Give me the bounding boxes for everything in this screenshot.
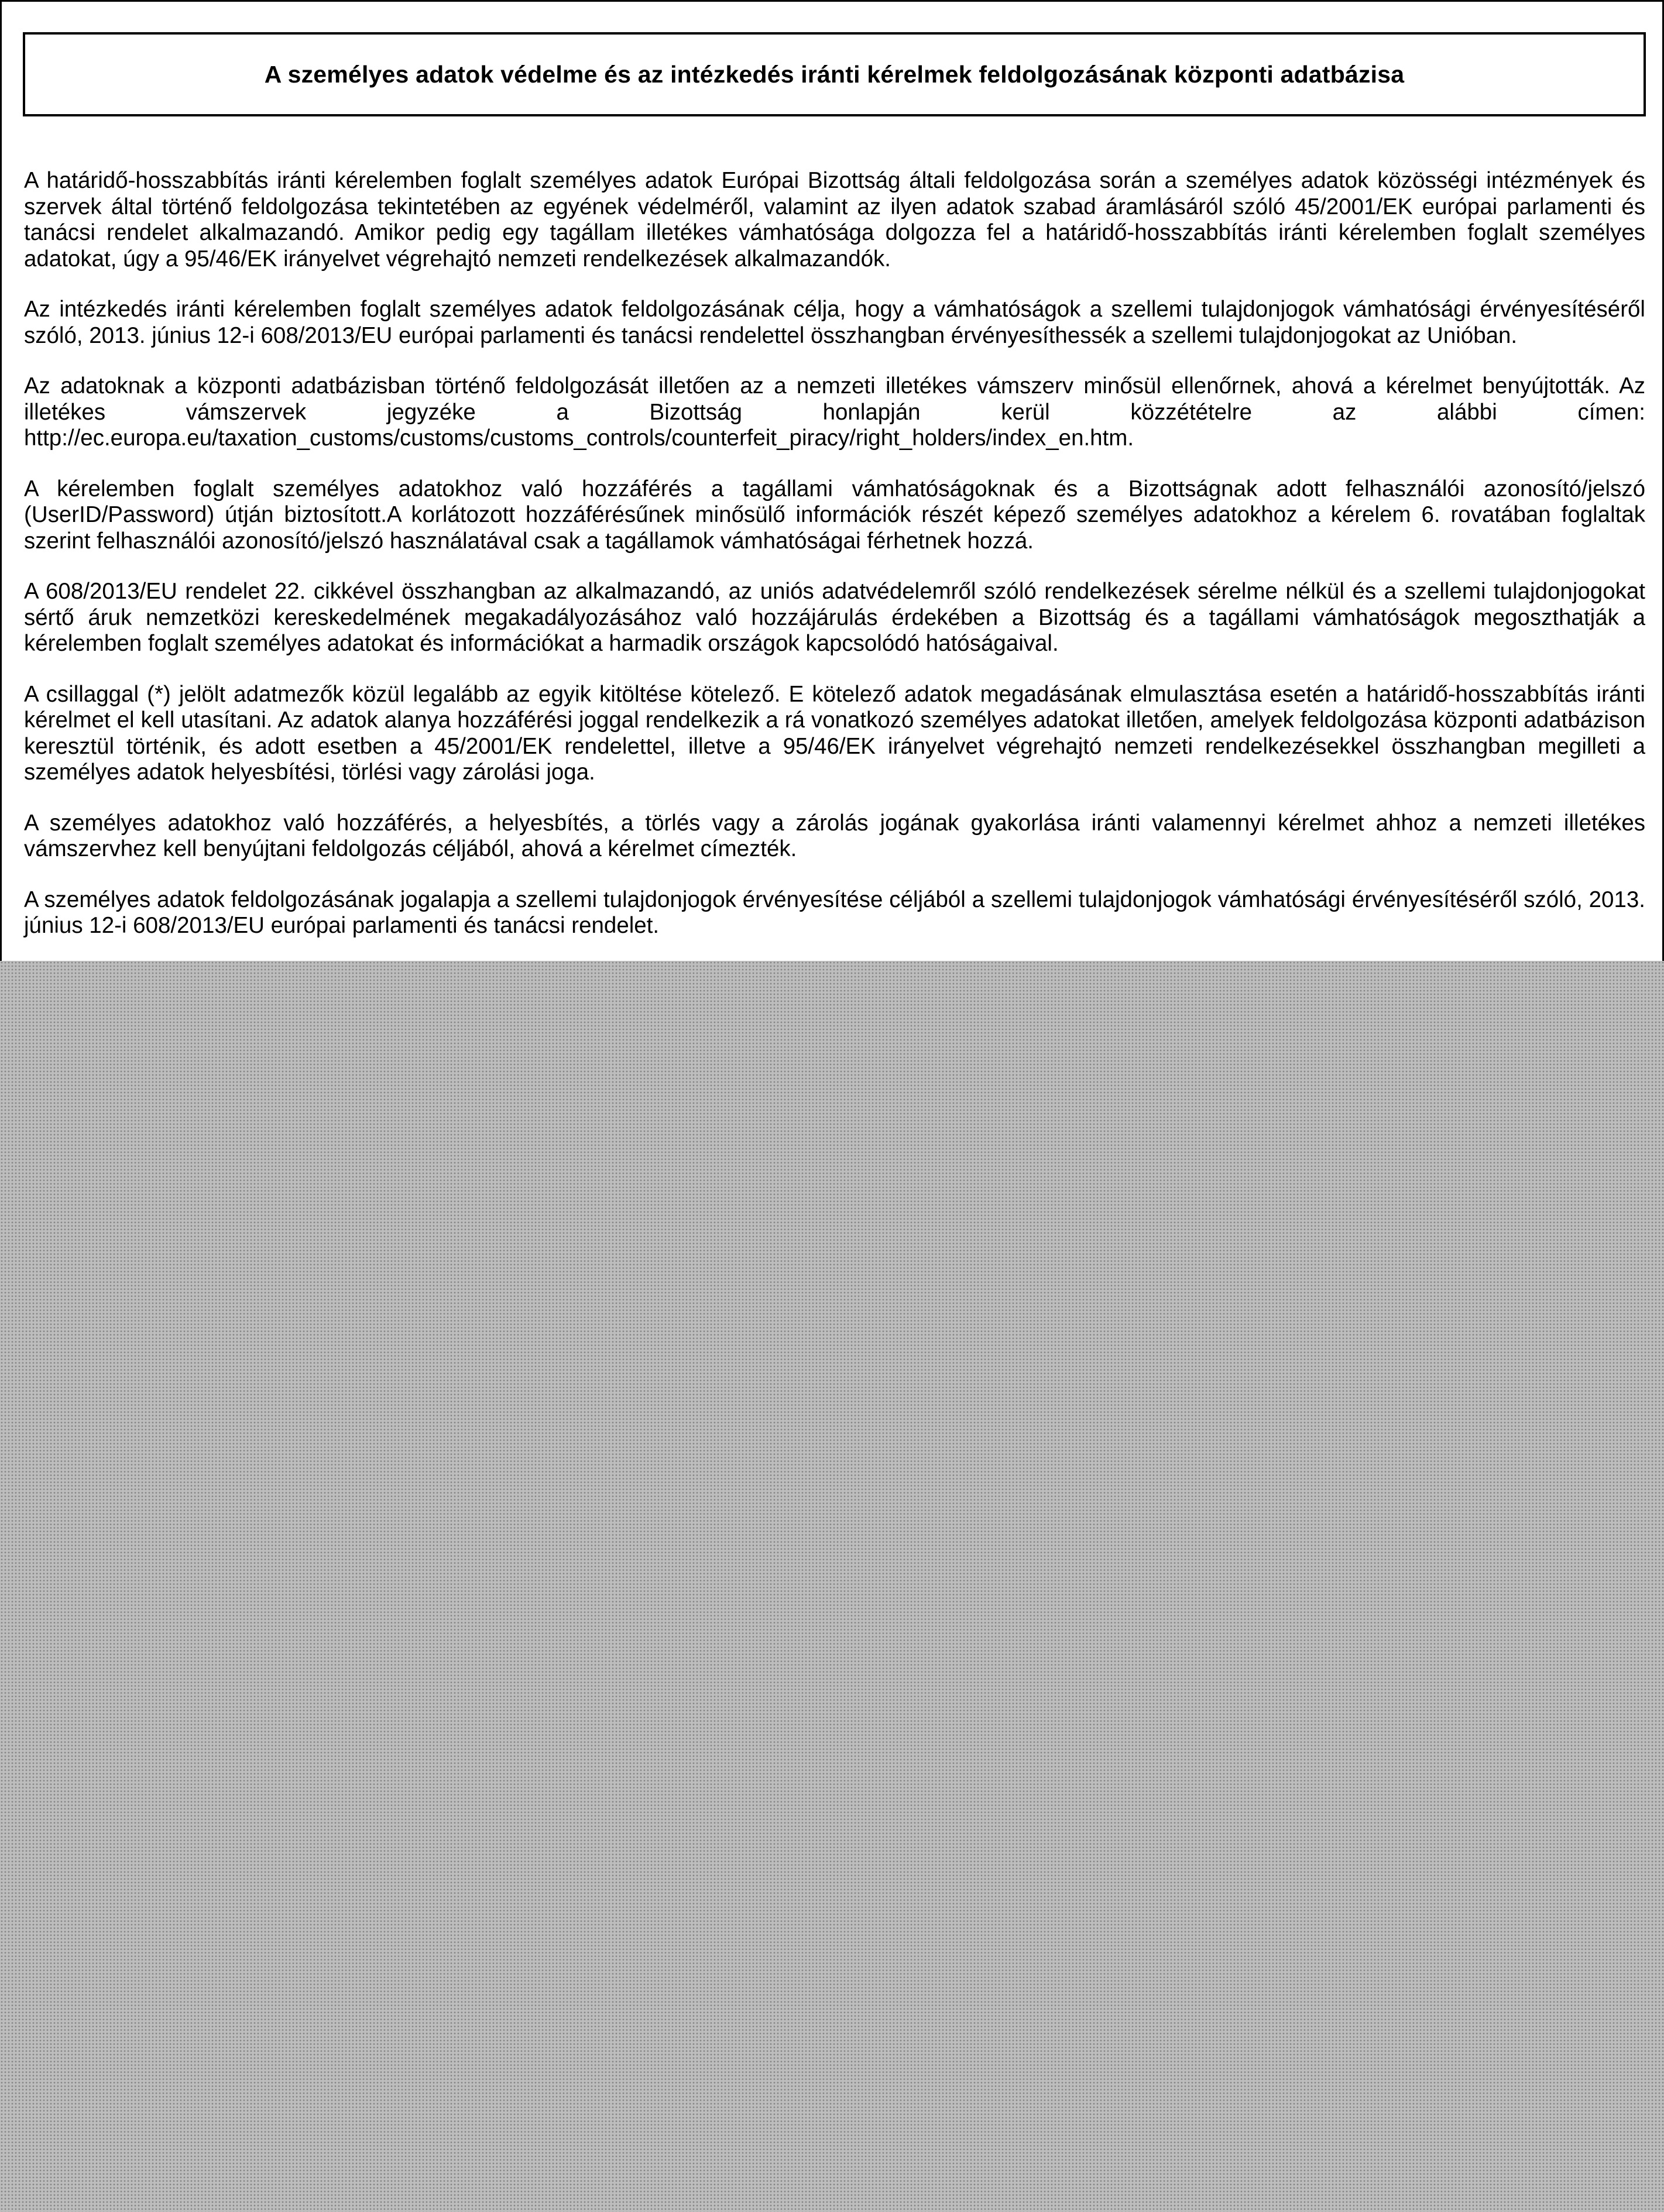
paragraph: A személyes adatokhoz való hozzáférés, a helyesbítés, a törlés vagy a zárolás jogának gyakorlása iránti valamennyi kérelmet ahhoz a nemzeti illetékes vámszervhez kell benyújtani feldolgozás céljából, ahová a kérelmet címezték. [24, 810, 1645, 861]
paragraph: A 608/2013/EU rendelet 22. cikkével összhangban az alkalmazandó, az uniós adatvédelemről szóló rendelkezések sérelme nélkül és a szellemi tulajdonjogokat sértő áruk nemzetközi kereskedelmének megakadályozásához való hozzájárulás érdekében a Bizottság és a tagállami vámhatóságok megoszthatják a kérelemben foglalt személyes adatokat és információkat a harmadik országok kapcsolódó hatóságaival. [24, 579, 1645, 656]
document-title: A személyes adatok védelme és az intézkedés iránti kérelmek feldolgozásának központi adatbázisa [264, 60, 1405, 88]
paragraph: A csillaggal (*) jelölt adatmezők közül legalább az egyik kitöltése kötelező. E kötelező adatok megadásának elmulasztása esetén a határidő-hosszabbítás iránti kérelmet el kell utasítani. Az adatok alanya hozzáférési joggal rendelkezik a rá vonatkozó személyes adatokat illetően, amelyek feldolgozása központi adatbázison keresztül történik, és adott esetben a 45/2001/EK rendelettel, illetve a 95/46/EK irányelvet végrehajtó nemzeti rendelkezésekkel összhangban megilleti a személyes adatok helyesbítési, törlési vagy zárolási joga. [24, 681, 1645, 785]
title-box [23, 32, 1646, 116]
paragraph: A személyes adatok feldolgozásának jogalapja a szellemi tulajdonjogok érvényesítése céljából a szellemi tulajdonjogok vámhatósági érvényesítéséről szóló, 2013. június 12-i 608/2013/EU európai parlamenti és tanácsi rendelet. [24, 887, 1645, 938]
paragraph: Az adatoknak a központi adatbázisban történő feldolgozását illetően az a nemzeti illetékes vámszerv minősül ellenőrnek, ahová a kérelmet benyújtották. Az illetékes vámszervek jegyzéke a Bizottság honlapján kerül közzétételre az alábbi címen: http://ec.europa.eu/taxation_customs/customs/customs_controls/counterfeit_piracy/right_holders/index_en.htm. [24, 373, 1645, 451]
paragraph: A határidő-hosszabbítás iránti kérelemben foglalt személyes adatok Európai Bizottság általi feldolgozása során a személyes adatok közösségi intézmények és szervek által történő feldolgozása tekintetében az egyének védelméről, valamint az ilyen adatok szabad áramlásáról szóló 45/2001/EK európai parlamenti és tanácsi rendelet alkalmazandó. Amikor pedig egy tagállam illetékes vámhatósága dolgozza fel a határidő-hosszabbítás iránti kérelemben foglalt személyes adatokat, úgy a 95/46/EK irányelvet végrehajtó nemzeti rendelkezések alkalmazandók. [24, 168, 1645, 272]
document-body [24, 168, 1645, 964]
paragraph: Az intézkedés iránti kérelemben foglalt személyes adatok feldolgozásának célja, hogy a vámhatóságok a szellemi tulajdonjogok vámhatósági érvényesítéséről szóló, 2013. június 12-i 608/2013/EU európai parlamenti és tanácsi rendelettel összhangban érvényesíthessék a szellemi tulajdonjogokat az Unióban. [24, 297, 1645, 348]
shaded-area [0, 961, 1664, 2212]
paragraph: A kérelemben foglalt személyes adatokhoz való hozzáférés a tagállami vámhatóságoknak és a Bizottságnak adott felhasználói azonosító/jelszó (UserID/Password) útján biztosított.A korlátozott hozzáférésűnek minősülő információk részét képező személyes adatokhoz a kérelem 6. rovatában foglaltak szerint felhasználói azonosító/jelszó használatával csak a tagállamok vámhatóságai férhetnek hozzá. [24, 476, 1645, 554]
